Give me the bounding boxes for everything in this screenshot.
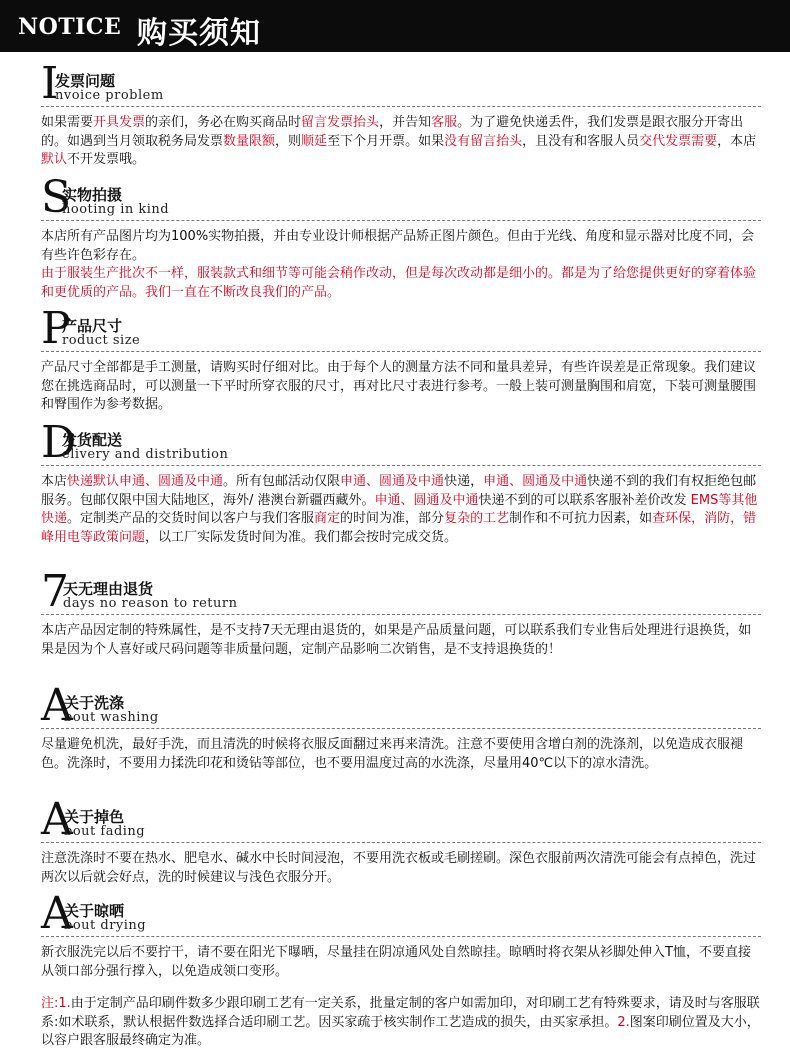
highlight-text: 申通、圆通及中通 bbox=[340, 474, 445, 489]
section-subtitle: elivery and distribution bbox=[62, 447, 229, 462]
body-text: 的亲们，务必在购买商品时 bbox=[145, 115, 302, 130]
body-text: 的时间为准，部分 bbox=[340, 511, 445, 526]
body-text: 产品尺寸全部都是手工测量，请购买时仔细对比。由于每个人的测量方法不同和量具差异，有些许误差是正常现象。我们建议您在挑选商品时，可以测量一下平时所穿衣服的尺寸，再对比尺寸表进行参考。一般上装可测量胸围和肩宽，下装可测量腰围和臀围作为参考数据。 bbox=[41, 360, 757, 412]
highlight-text: 客服 bbox=[431, 115, 458, 130]
section-header bbox=[41, 888, 761, 939]
section-initial: A bbox=[41, 794, 73, 845]
highlight-text: 交代发票需要 bbox=[639, 133, 718, 149]
section-body bbox=[41, 736, 761, 773]
section-initial: P bbox=[41, 303, 71, 354]
banner-cn-title: 购买须知 bbox=[137, 16, 261, 51]
section-subtitle: hooting in kind bbox=[62, 202, 170, 217]
body-text: 。定制类产品的交货时间以客户与我们客服 bbox=[67, 511, 315, 526]
body-text: ，且没有和客服人员 bbox=[522, 133, 640, 149]
section-title: 关于晾晒 bbox=[64, 902, 125, 920]
section-initial: A bbox=[41, 888, 73, 939]
body-text: 注意洗涤时不要在热水、肥皂水、碱水中长时间浸泡，不要用洗衣板或毛刷搓刷。深色衣服前两次清洗可能会有点掉色，洗过两次以后就会好点，洗的时候建议与浅色衣服分开。 bbox=[41, 851, 757, 885]
body-text: 快递， bbox=[444, 474, 484, 489]
section-body bbox=[41, 850, 761, 887]
section-title: 关于掉色 bbox=[64, 808, 125, 826]
section-paragraph bbox=[41, 995, 761, 1051]
section-paragraph bbox=[41, 265, 761, 302]
highlight-text: 数量限额 bbox=[223, 133, 276, 149]
highlight-text: 2. bbox=[617, 1014, 630, 1030]
body-text: 本店所有产品图片均为100%实物拍摄，并由专业设计师根据产品矫正图片颜色。但由于光线、角度和显示器对比度不同，会有些许色彩存在。 bbox=[41, 229, 755, 263]
body-text: 尽量避免机洗，最好手洗，而且清洗的时候将衣服反面翻过来再来清洗。注意不要使用含增白剂的洗涤剂，以免造成衣服褪色。洗涤时，不要用力揉洗印花和烫钻等部位，也不要用温度过高的水洗涤，尽量用40℃以下的凉水清洗。 bbox=[41, 737, 744, 771]
section-header bbox=[41, 303, 761, 354]
section-subtitle: bout fading bbox=[64, 824, 146, 839]
section-fading bbox=[41, 794, 761, 887]
section-header bbox=[41, 58, 761, 109]
section-divider bbox=[41, 351, 761, 352]
section-header bbox=[41, 566, 761, 617]
section-paragraph bbox=[41, 736, 761, 773]
section-subtitle: days no reason to return bbox=[63, 596, 238, 611]
section-title: 发票问题 bbox=[55, 72, 116, 90]
section-title: 产品尺寸 bbox=[62, 317, 123, 335]
highlight-text: 留言发票抬头 bbox=[301, 115, 380, 130]
section-initial: D bbox=[41, 417, 77, 468]
section-divider bbox=[41, 220, 761, 221]
body-text: 新衣服洗完以后不要拧干，请不要在阳光下曝晒，尽量挂在阴凉通风处自然晾挂。晾晒时将衣架从衫脚处伸入T恤，不要直接从领口部分强行撑入，以免造成领口变形。 bbox=[41, 945, 751, 979]
section-header bbox=[41, 417, 761, 468]
highlight-text: 复杂的工艺 bbox=[444, 511, 510, 526]
highlight-text: 快递默认申通、圆通及中通 bbox=[67, 474, 224, 489]
section-invoice bbox=[41, 58, 761, 170]
section-delivery bbox=[41, 417, 761, 547]
section-title: 天无理由退货 bbox=[63, 580, 154, 598]
section-initial: S bbox=[41, 172, 72, 223]
section-paragraph bbox=[41, 622, 761, 659]
section-divider bbox=[41, 614, 761, 615]
section-body bbox=[41, 359, 761, 415]
body-text: 如果需要 bbox=[41, 115, 94, 130]
highlight-text: 查环保，消防，错峰用电等政策问题 bbox=[41, 511, 757, 545]
body-text: ，则 bbox=[275, 133, 302, 149]
body-text: 至下个月开票。如果 bbox=[327, 133, 445, 149]
section-initial: 7 bbox=[41, 566, 69, 617]
body-text: 本店产品因定制的特殊属性，是不支持7天无理由退货的，如果是产品质量问题，可以联系我们专业售后处理进行退换货，如果是因为个人喜好或尺码问题等非质量问题，定制产品影响二次销售，是不支持退换货的！ bbox=[41, 623, 752, 657]
section-photos bbox=[41, 172, 761, 302]
section-header bbox=[41, 172, 761, 223]
body-text: 不开发票哦。 bbox=[67, 152, 146, 167]
body-text: 。为了避免快递丢件，我们发票是跟衣服分开寄出的。如遇到当月领取税务局发票 bbox=[41, 115, 744, 149]
body-text: ，以工厂实际发货时间为准。我们都会按时完成交货。 bbox=[145, 529, 458, 545]
section-initial: A bbox=[41, 680, 73, 731]
body-text: 。所有包邮活动仅限 bbox=[223, 474, 341, 489]
body-text: 制作和不可抗力因素，如 bbox=[509, 511, 653, 526]
section-body bbox=[41, 473, 761, 547]
section-body bbox=[41, 944, 761, 1051]
section-header bbox=[41, 680, 761, 731]
section-body bbox=[41, 114, 761, 170]
body-text: ，并告知 bbox=[379, 115, 432, 130]
section-divider bbox=[41, 728, 761, 729]
section-washing bbox=[41, 680, 761, 773]
section-divider bbox=[41, 842, 761, 843]
highlight-text: 没有留言抬头 bbox=[444, 133, 523, 149]
section-body bbox=[41, 622, 761, 659]
section-subtitle: roduct size bbox=[62, 333, 141, 348]
section-subtitle: bout drying bbox=[64, 918, 147, 933]
highlight-text: 默认 bbox=[41, 152, 68, 167]
section-subtitle: nvoice problem bbox=[55, 88, 164, 103]
banner-en-title: NOTICE bbox=[18, 14, 122, 40]
highlight-text: 申通、圆通及中通 bbox=[483, 474, 588, 489]
section-title: 关于洗涤 bbox=[64, 694, 125, 712]
section-paragraph bbox=[41, 359, 761, 415]
notice-banner bbox=[0, 0, 790, 52]
highlight-text: 顺延 bbox=[301, 133, 328, 149]
section-subtitle: bout washing bbox=[64, 710, 159, 725]
section-paragraph bbox=[41, 228, 761, 265]
body-text: 本店 bbox=[41, 474, 68, 489]
section-title: 实物拍摄 bbox=[62, 186, 123, 204]
section-paragraph bbox=[41, 850, 761, 887]
section-paragraph bbox=[41, 473, 761, 547]
section-divider bbox=[41, 106, 761, 107]
section-divider bbox=[41, 936, 761, 937]
section-drying bbox=[41, 888, 761, 1051]
body-text: 由于定制产品印刷件数多少跟印刷工艺有一定关系，批量定制的客户如需加印，对印刷工艺有特殊要求，请及时与客服联系:如术联系，默认根据件数选择合适印刷工艺。因买家疏于核实制作工艺造成的损失，由买家承担。 bbox=[41, 996, 760, 1030]
section-returns bbox=[41, 566, 761, 659]
section-size bbox=[41, 303, 761, 415]
section-paragraph bbox=[41, 114, 761, 170]
section-initial: I bbox=[41, 58, 59, 109]
highlight-text: EMS等其他快递 bbox=[41, 492, 758, 526]
body-text: 快递不到的可以联系客服补差价改发 bbox=[478, 492, 691, 508]
highlight-text: 商定 bbox=[314, 511, 341, 526]
highlight-text: 由于服装生产批次不一样，服装款式和细节等可能会稍作改动，但是每次改动都是细小的。都是为了给您提供更好的穿着体验和更优质的产品。我们一直在不断改良我们的产品。 bbox=[41, 266, 757, 300]
section-paragraph bbox=[41, 944, 761, 981]
section-body bbox=[41, 228, 761, 302]
section-divider bbox=[41, 465, 761, 466]
section-title: 发货配送 bbox=[62, 431, 123, 449]
highlight-text: 注:1. bbox=[41, 996, 71, 1011]
body-text: 图案印刷位置及大小，以容户跟客服最终确定为准。 bbox=[41, 1014, 760, 1048]
highlight-text: 开具发票 bbox=[93, 115, 146, 130]
body-text: 快递不到的我们有权拒绝包邮服务。包邮仅限中国大陆地区，海外/ 港澳台新疆西藏外。 bbox=[41, 474, 757, 508]
body-text: ，本店 bbox=[717, 133, 757, 149]
section-header bbox=[41, 794, 761, 845]
highlight-text: 申通、圆通及中通 bbox=[374, 492, 479, 508]
